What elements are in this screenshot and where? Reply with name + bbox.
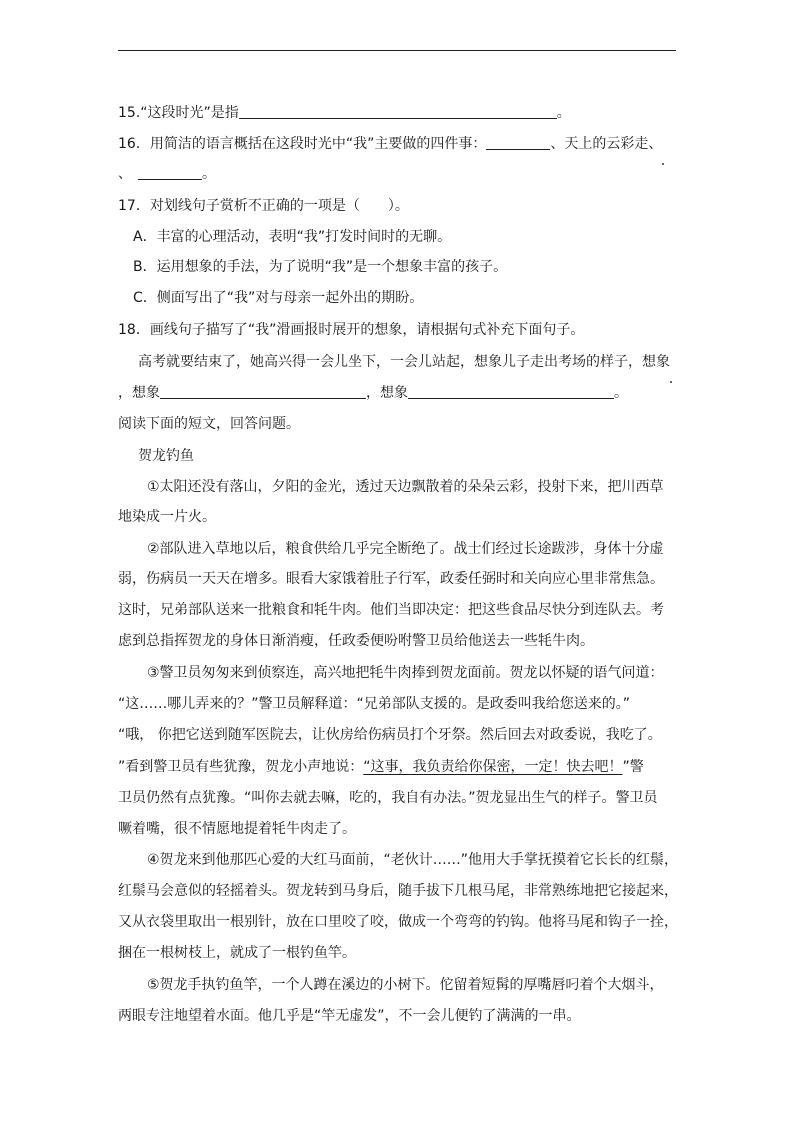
q16-blank-2[interactable]: [138, 165, 202, 180]
question-16: [118, 134, 666, 154]
q16-cont: 、: [118, 166, 132, 182]
question-17-stem: 17．对划线句子赏析不正确的一项是（ ）。: [118, 198, 409, 214]
q17-option-c[interactable]: C．侧面写出了“我”对与母亲一起外出的期盼。: [133, 290, 424, 306]
q15-end: 。: [556, 105, 571, 121]
q18-prefix-2: ，想象: [366, 385, 408, 401]
q16-blank-1[interactable]: [486, 135, 550, 150]
p4-line-4: 捆在一根树枝上，就成了一根钓鱼竿。: [118, 945, 356, 961]
p4-line-1: ④贺龙来到他那匹心爱的大红马面前，“老伙计……”他用大手掌抚摸着它长长的红鬃，: [147, 852, 679, 868]
p3-underlined-sentence: “这事，我负责给你保密，一定！快去吧！: [363, 759, 623, 775]
q15-answer-blank[interactable]: [239, 104, 557, 119]
question-18-stem: 18．画线句子描写了“我”滑画报时展开的想象，请根据句式补充下面句子。: [118, 322, 585, 338]
question-15: [118, 103, 571, 123]
p2-line-4: 虑到总指挥贺龙的身体日渐消瘦，任政委便吩咐警卫员给他送去一些牦牛肉。: [118, 633, 594, 649]
q18-blanks-line: [118, 383, 628, 403]
p2-line-2: 弱，伤病员一天天在增多。眼看大家饿着肚子行军，政委任弼时和关向应心里非常焦急。: [118, 571, 664, 587]
p3-line-5: 卫员仍然有点犹豫。“叫你去就去嘛，吃的，我自有办法。”贺龙显出生气的样子。警卫员: [118, 790, 658, 806]
q17-option-a[interactable]: A．丰富的心理活动，表明“我”打发时间时的无聊。: [133, 229, 452, 245]
q18-blank-1[interactable]: [160, 384, 366, 399]
p2-line-1: ②部队进入草地以后，粮食供给几乎完全断绝了。战士们经过长途跋涉，身体十分虚: [147, 541, 664, 557]
p3-line-6: 噘着嘴，很不情愿地提着牦牛肉走了。: [118, 821, 356, 837]
p4-line-3: 又从衣袋里取出一根别针，放在口里咬了咬，做成一个弯弯的钓钩。他将马尾和钩子一拴，: [118, 914, 678, 930]
reading-intro: 阅读下面的短文，回答问题。: [118, 416, 300, 432]
p3-line-4: [118, 757, 644, 777]
p5-line-1: ⑤贺龙手执钓鱼竿，一个人蹲在溪边的小树下。佗留着短髯的厚嘴唇叼着个大烟斗，: [147, 977, 664, 993]
header-rule: [118, 50, 676, 51]
p2-line-3: 这时，兄弟部队送来一批粮食和牦牛肉。他们当即决定：把这些食品尽快分到连队去。考: [118, 602, 664, 618]
p4-line-2: 红鬃马会意似的轻摇着头。贺龙转到马身后，随手拔下几根马尾，非常熟练地把它接起来，: [118, 883, 678, 899]
p3-line-3: “哦， 你把它送到随军医院去，让伙房给伤病员打个牙祭。然后回去对政委说，我吃了。: [118, 727, 662, 743]
q17-option-b[interactable]: B．运用想象的手法，为了说明“我”是一个想象丰富的孩子。: [133, 259, 508, 275]
q18-example-text: 高考就要结束了，她高兴得一会儿坐下，一会儿站起，想象儿子走出考场的样子，想象: [138, 354, 670, 370]
q16-mid: 、天上的云彩走、: [550, 136, 663, 152]
p1-line-1: ①太阳还没有落山，夕阳的金光，透过天边飘散着的朵朵云彩，投射下来，把川西草: [147, 479, 664, 495]
q16-text: 16．用简洁的语言概括在这段时光中“我”主要做的四件事：: [118, 136, 487, 152]
p3-line-2: “这……哪儿弄来的？”警卫员解释道：“兄弟部队支援的。是政委叫我给您送来的。”: [118, 696, 631, 712]
q15-text: 15.“这段时光”是指: [118, 105, 239, 121]
q16-end: 。: [202, 166, 216, 182]
p3-line-4-b: ”警: [622, 759, 644, 775]
question-16-cont: [118, 164, 216, 184]
q18-prefix-1: ，想象: [118, 385, 160, 401]
passage-title: 贺龙钓鱼: [138, 448, 194, 464]
q18-blank-2[interactable]: [408, 384, 614, 399]
q18-end: 。: [614, 385, 628, 401]
p3-line-1: ③警卫员匆匆来到侦察连，高兴地把牦牛肉捧到贺龙面前。贺龙以怀疑的语气问道：: [147, 665, 664, 681]
p5-line-2: 两眼专注地望着水面。他几乎是“竿无虚发”，不一会儿便钓了满满的一串。: [118, 1008, 581, 1024]
q18-example: [138, 352, 674, 372]
p3-line-4-a: ”看到警卫员有些犹豫，贺龙小声地说：: [118, 759, 364, 775]
p1-line-2: 地染成一片火。: [118, 509, 216, 525]
